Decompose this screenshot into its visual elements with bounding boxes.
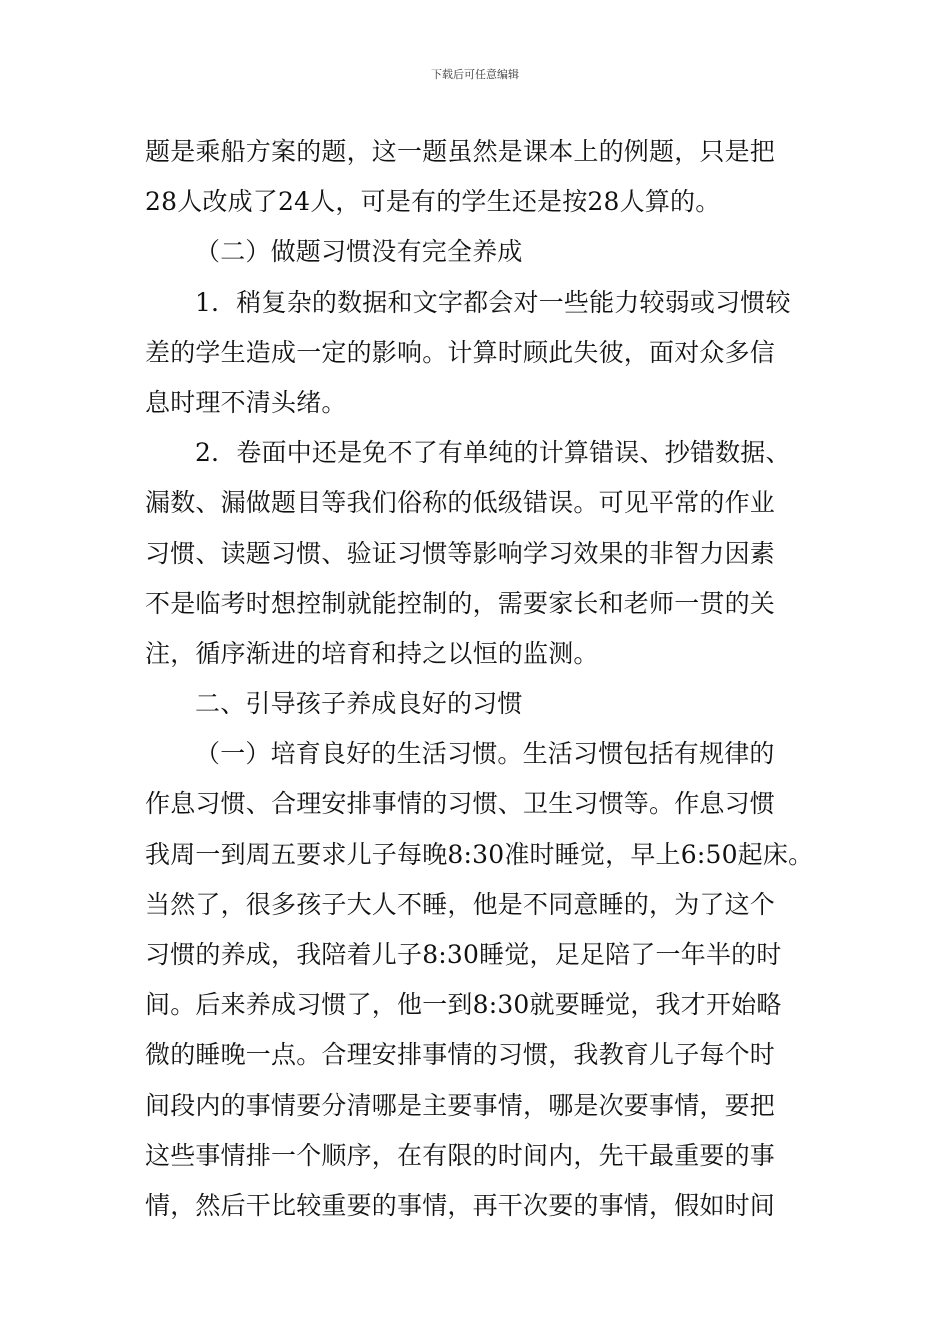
- text-line: 这些事情排一个顺序，在有限的时间内，先干最重要的事: [145, 1140, 776, 1170]
- text-line: 习惯、读题习惯、验证习惯等影响学习效果的非智力因素: [145, 538, 776, 568]
- text-line: 微的睡晚一点。合理安排事情的习惯，我教育儿子每个时: [145, 1040, 776, 1070]
- body-text: [145, 127, 813, 1231]
- text-line: 当然了，很多孩子大人不睡，他是不同意睡的，为了这个: [145, 889, 776, 919]
- text-line: 漏数、漏做题目等我们俗称的低级错误。可见平常的作业: [145, 488, 776, 518]
- text-line: （二）做题习惯没有完全养成: [195, 237, 523, 267]
- text-line: 不是临考时想控制就能控制的，需要家长和老师一贯的关: [145, 588, 776, 618]
- text-line: 间段内的事情要分清哪是主要事情，哪是次要事情，要把: [145, 1090, 776, 1120]
- text-line: 1．稍复杂的数据和文字都会对一些能力较弱或习惯较: [195, 287, 791, 317]
- text-line: 2．卷面中还是免不了有单纯的计算错误、抄错数据、: [195, 438, 791, 468]
- text-line: 习惯的养成，我陪着儿子8:30睡觉，足足陪了一年半的时: [145, 940, 782, 969]
- text-line: （一）培育良好的生活习惯。生活习惯包括有规律的: [195, 739, 775, 769]
- text-line: 二、引导孩子养成良好的习惯: [195, 689, 523, 719]
- text-line: 我周一到周五要求儿子每晚8:30准时睡觉，早上6:50起床。: [145, 839, 814, 869]
- text-line: 差的学生造成一定的影响。计算时顾此失彼，面对众多信: [145, 337, 776, 367]
- text-line: 息时理不清头绪。: [145, 387, 347, 417]
- text-line: 28人改成了24人，可是有的学生还是按28人算的。: [145, 187, 721, 217]
- page-header: 下载后可任意编辑: [431, 68, 519, 81]
- text-line: 注，循序渐进的培育和持之以恒的监测。: [145, 638, 599, 668]
- text-line: 情，然后干比较重要的事情，再干次要的事情，假如时间: [145, 1190, 776, 1220]
- text-line: 题是乘船方案的题，这一题虽然是课本上的例题，只是把: [145, 137, 776, 166]
- text-line: 间。后来养成习惯了，他一到8:30就要睡觉，我才开始略: [145, 990, 782, 1020]
- text-line: 作息习惯、合理安排事情的习惯、卫生习惯等。作息习惯: [145, 789, 776, 819]
